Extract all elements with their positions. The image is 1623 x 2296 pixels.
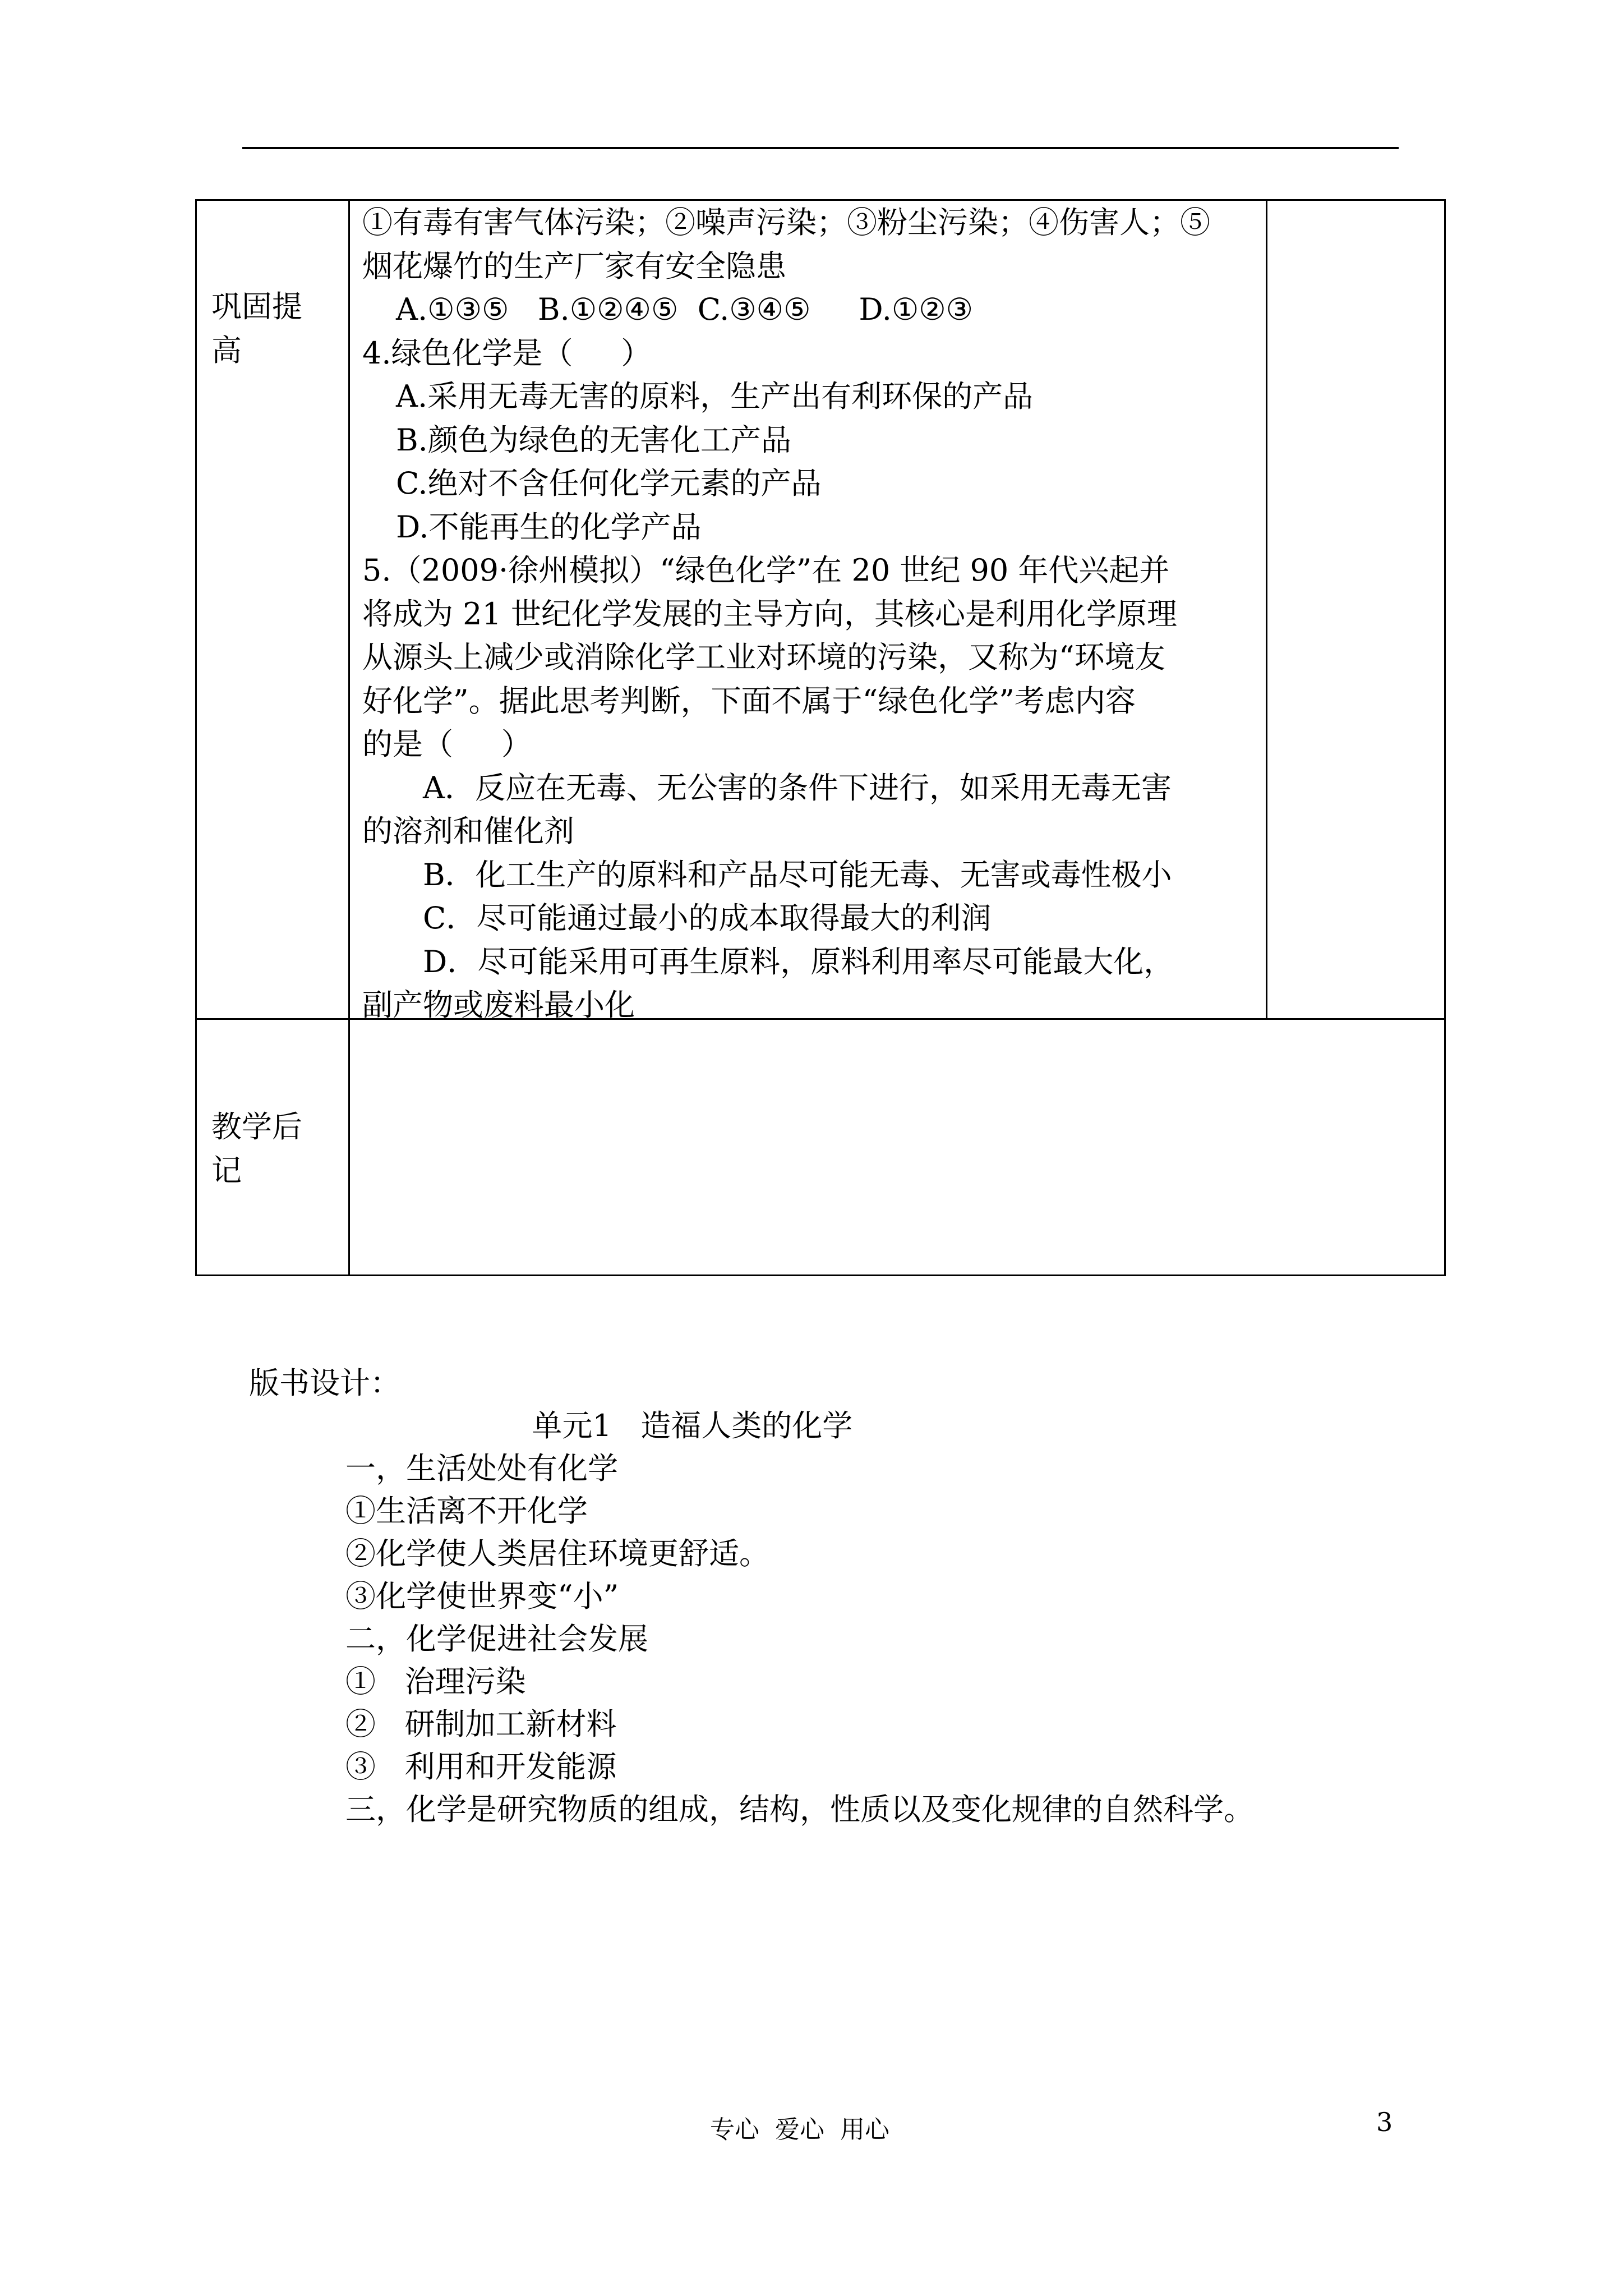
exercise-line: B．化工生产的原料和产品尽可能无毒、无害或毒性极小 xyxy=(423,857,1172,892)
board-outline-line: 一，生活处处有化学 xyxy=(345,1451,618,1486)
board-outline-line: 三，化学是研究物质的组成，结构，性质以及变化规律的自然科学。 xyxy=(345,1792,1254,1827)
board-outline-line: 二，化学促进社会发展 xyxy=(345,1621,648,1657)
exercise-line: A.采用无毒无害的原料，生产出有利环保的产品 xyxy=(396,379,1034,414)
exercise-line: C．尽可能通过最小的成本取得最大的利润 xyxy=(423,900,992,936)
board-outline-line: ② 研制加工新材料 xyxy=(345,1706,617,1742)
exercise-line: D．尽可能采用可再生原料，原料利用率尽可能最大化， xyxy=(423,944,1174,979)
board-outline-line: ②化学使人类居住环境更舒适。 xyxy=(345,1536,769,1571)
exercise-line: 将成为 21 世纪化学发展的主导方向，其核心是利用化学原理 xyxy=(362,596,1178,632)
board-outline-line: ① 治理污染 xyxy=(345,1664,526,1699)
board-outline-line: ③ 利用和开发能源 xyxy=(345,1749,617,1784)
lesson-table xyxy=(195,199,1446,1276)
row-content-exercises xyxy=(362,201,1243,1027)
exercise-line: 的是（ ） xyxy=(362,726,532,762)
exercise-line: C.绝对不含任何化学元素的产品 xyxy=(396,466,822,501)
exercise-line: 从源头上减少或消除化学工业对环境的污染，又称为“环境友 xyxy=(362,639,1165,675)
exercise-line: A．反应在无毒、无公害的条件下进行，如采用无毒无害 xyxy=(423,770,1172,806)
row-label-reflection: 教学后记 xyxy=(211,1109,302,1188)
exercise-line: ①有毒有害气体污染；②噪声污染；③粉尘污染；④伤害人；⑤ xyxy=(362,205,1210,240)
exercise-line: 的溶剂和催化剂 xyxy=(362,813,574,849)
exercise-line: 好化学”。据此思考判断，下面不属于“绿色化学”考虑内容 xyxy=(362,683,1136,719)
board-outline xyxy=(345,1447,1254,1831)
header-rule xyxy=(242,147,1399,149)
footer-slogan: 专心 爱心 用心 xyxy=(710,2115,889,2144)
exercise-line: D.不能再生的化学产品 xyxy=(396,509,702,545)
page-number: 3 xyxy=(1376,2107,1393,2137)
exercise-line: 烟花爆竹的生产厂家有安全隐患 xyxy=(362,248,786,284)
exercise-line: 5.（2009·徐州模拟）“绿色化学”在 20 世纪 90 年代兴起并 xyxy=(362,553,1170,588)
board-outline-line: ③化学使世界变“小” xyxy=(345,1579,619,1614)
exercise-line: A.①③⑤ B.①②④⑤ C.③④⑤ D.①②③ xyxy=(396,292,974,327)
board-design-title: 单元1 造福人类的化学 xyxy=(532,1408,853,1443)
exercise-line: B.颜色为绿色的无害化工产品 xyxy=(396,422,791,458)
table-col-divider-right xyxy=(1266,201,1267,1020)
exercise-line: 副产物或废料最小化 xyxy=(362,987,635,1023)
table-col-divider-left xyxy=(348,201,350,1274)
board-outline-line: ①生活离不开化学 xyxy=(345,1493,588,1529)
exercise-line: 4.绿色化学是（ ） xyxy=(362,335,652,371)
row-label-consolidate: 巩固提高 xyxy=(211,289,302,368)
board-design-heading: 版书设计： xyxy=(249,1365,400,1401)
